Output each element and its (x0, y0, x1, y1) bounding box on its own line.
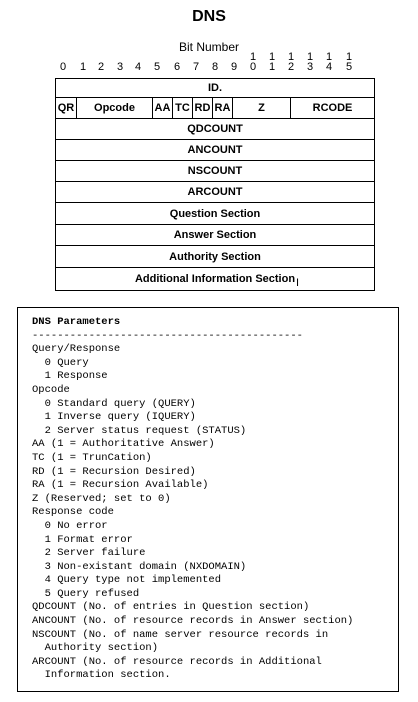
params-line: AA (1 = Authoritative Answer) (32, 438, 215, 451)
field-id: ID. (207, 82, 223, 94)
field-arcount: ARCOUNT (187, 186, 243, 198)
bit-number (243, 52, 263, 72)
bit-number (167, 52, 187, 72)
bit-number-units: 7 (192, 61, 200, 73)
bit-number (205, 52, 225, 72)
field-authority-section: Authority Section (169, 250, 261, 263)
field-qr: QR (56, 98, 77, 118)
field-additional-section: Additional Information Section (134, 273, 296, 285)
row-id (56, 79, 374, 98)
field-answer-section: Answer Section (173, 229, 257, 241)
row-ancount (56, 140, 374, 161)
bit-number-units: 9 (230, 61, 238, 73)
field-opcode: Opcode (77, 98, 153, 118)
bit-number (186, 52, 206, 72)
dns-header-diagram (55, 78, 375, 291)
params-line: 2 Server failure (32, 547, 146, 560)
bit-number (110, 52, 130, 72)
row-question-section (56, 203, 374, 225)
bit-number-units: 2 (97, 61, 105, 73)
bit-number-tens: 1 (268, 51, 276, 63)
params-line: 0 Standard query (QUERY) (32, 397, 196, 410)
row-authority-section (56, 246, 374, 268)
bit-number (128, 52, 148, 72)
bit-number (53, 52, 73, 72)
field-rcode: RCODE (312, 102, 353, 114)
params-line: 0 Query (32, 356, 89, 369)
params-line: RA (1 = Recursion Available) (32, 479, 209, 492)
dns-parameters-box (17, 307, 399, 692)
params-line: ANCOUNT (No. of resource records in Answer section) (32, 615, 354, 628)
bit-number (281, 52, 301, 72)
row-qdcount (56, 119, 374, 140)
field-z: Z (233, 98, 291, 118)
params-line: 5 Query refused (32, 587, 140, 600)
bit-number-units: 4 (134, 61, 142, 73)
bit-number (73, 52, 93, 72)
bit-number-tens: 1 (345, 51, 353, 63)
field-rd: RD (193, 98, 213, 118)
bit-number (91, 52, 111, 72)
bit-number-units: 1 (268, 61, 276, 73)
bit-number-tens: 1 (306, 51, 314, 63)
bit-number-tens: 1 (249, 51, 257, 63)
params-line: RD (1 = Recursion Desired) (32, 465, 196, 478)
field-aa: AA (153, 98, 173, 118)
bit-number-units: 0 (59, 61, 67, 73)
params-heading: DNS Parameters (32, 316, 121, 328)
bit-number-tens: 1 (325, 51, 333, 63)
bit-number (262, 52, 282, 72)
bit-number (300, 52, 320, 72)
params-line: Response code (32, 506, 114, 519)
params-line: NSCOUNT (No. of name server resource records in (32, 628, 329, 641)
params-line: 2 Server status request (STATUS) (32, 424, 247, 437)
field-tc: TC (173, 98, 193, 118)
row-nscount (56, 161, 374, 182)
bit-number-units: 3 (306, 61, 314, 73)
params-line: 1 Inverse query (IQUERY) (32, 411, 196, 424)
params-list (32, 343, 398, 683)
bit-number-units: 0 (249, 61, 257, 73)
text-cursor-icon: I (296, 277, 300, 289)
row-additional-section (56, 268, 374, 291)
bit-number-units: 2 (287, 61, 295, 73)
bit-number-units: 4 (325, 61, 333, 73)
field-question-section: Question Section (169, 207, 261, 220)
bit-number-units: 3 (116, 61, 124, 73)
params-line: Z (Reserved; set to 0) (32, 492, 171, 505)
params-line: 1 Response (32, 370, 108, 383)
params-line: 3 Non-existant domain (NXDOMAIN) (32, 560, 247, 573)
row-answer-section (56, 225, 374, 246)
field-qdcount: QDCOUNT (187, 123, 243, 135)
bit-number-units: 6 (173, 61, 181, 73)
params-line: QDCOUNT (No. of entries in Question section) (32, 601, 310, 614)
bit-number-label: Bit Number (178, 40, 240, 54)
bit-number-units: 5 (153, 61, 161, 73)
bit-number-units: 1 (79, 61, 87, 73)
params-line: Opcode (32, 383, 70, 396)
field-nscount: NSCOUNT (187, 165, 243, 177)
bit-number (319, 52, 339, 72)
params-line: Information section. (32, 669, 171, 682)
bit-number (147, 52, 167, 72)
bit-number (224, 52, 244, 72)
params-line: Authority section) (32, 642, 159, 655)
params-line: 0 No error (32, 519, 108, 532)
bit-number-units: 5 (345, 61, 353, 73)
params-line: 1 Format error (32, 533, 133, 546)
page-title: DNS (192, 8, 226, 25)
field-ra: RA (213, 98, 233, 118)
row-arcount (56, 182, 374, 203)
params-line: Query/Response (32, 343, 121, 356)
params-line: 4 Query type not implemented (32, 574, 222, 587)
params-line: ARCOUNT (No. of resource records in Additional (32, 655, 322, 668)
bit-number (339, 52, 359, 72)
bit-number-units: 8 (211, 61, 219, 73)
bit-number-scale (0, 52, 418, 76)
field-ancount: ANCOUNT (187, 144, 243, 156)
params-line: TC (1 = TrunCation) (32, 451, 152, 464)
row-flags (56, 98, 374, 119)
bit-number-tens: 1 (287, 51, 295, 63)
params-rule: ------------------------------------------- (32, 329, 303, 342)
